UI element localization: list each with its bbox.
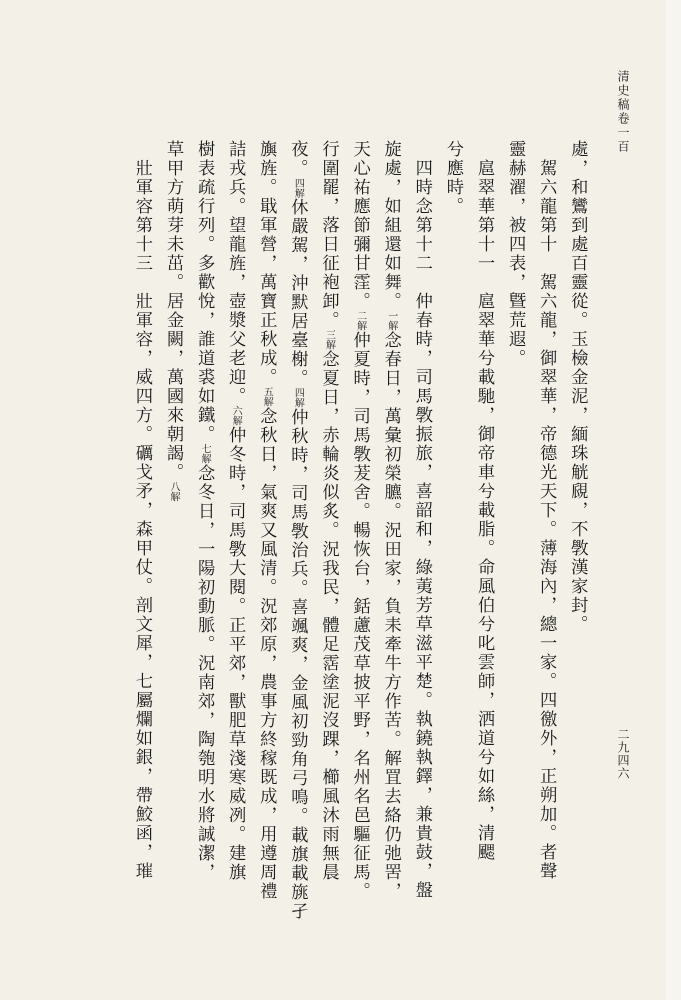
text-segment: 扈翠華第十一 扈翠華兮載馳，御帝車兮載脂。命風伯兮叱雲師，洒道兮如絲，清颸 — [473, 140, 494, 862]
verse-section-marker: 六解 — [230, 405, 242, 426]
text-segment: 念春日，萬彙初榮臕。況田家，負耒牽牛方作苦。解罝去絡仍弛罟， — [380, 330, 401, 901]
text-segment: 仲秋時，司馬斆治兵。喜颯爽，金風初勁角弓鳴。載旗載旐孑 — [287, 407, 308, 921]
text-segment: 詰戎兵。望龍旌，壺漿父老迎。 — [225, 140, 246, 406]
text-column — [225, 140, 246, 882]
page-number: 二九四六 — [616, 728, 630, 780]
text-segment: 兮應時。 — [442, 140, 463, 216]
text-segment: 天心祐應節彌甘霔。 — [349, 140, 370, 311]
text-column — [287, 140, 308, 921]
text-segment: 仲夏時，司馬斆茇舍。暢恢台，銛藘茂草披平野，名州名邑驅征馬。 — [349, 330, 370, 901]
text-column — [567, 140, 588, 634]
verse-section-marker: 三解 — [323, 329, 335, 350]
text-segment: 處，和鸞到處百靈從。玉檢金泥，緬珠觥覛，不斆漢家封。 — [567, 140, 588, 634]
text-segment: 旟旌。戢軍營，萬寶正秋成。 — [256, 140, 277, 387]
text-segment: 休嚴駕，沖默居臺榭。 — [287, 197, 308, 388]
running-header-title: 清史稿卷一百 — [616, 70, 630, 154]
text-column — [349, 140, 370, 901]
text-segment: 四時念第十二 仲春時，司馬斆振旅，喜韶和，綠荑芳草滋平楚。執鐃執鐸，兼貴鼓，盤 — [411, 140, 432, 900]
text-segment: 夜。 — [287, 140, 308, 178]
text-segment: 靈赫濯，被四表，曁荒遐。 — [505, 140, 526, 368]
verse-section-marker: 八解 — [167, 481, 179, 502]
text-segment: 念冬日，一陽初動脈。況南郊，陶匏明水將誠潔， — [194, 463, 215, 882]
text-segment: 念秋日，氣爽又風清。況郊原，農事方終稼既成，用遵周禮 — [256, 406, 277, 901]
text-column — [444, 140, 461, 216]
text-column — [380, 140, 401, 901]
verse-section-marker: 二解 — [354, 310, 366, 331]
text-column — [256, 140, 277, 901]
page-edge — [666, 0, 681, 1000]
text-segment: 壯軍容第十三 壯軍容，威四方。礪戈矛，森甲仗。剖文犀，七屬爛如銀，帶鮫函，璀 — [131, 140, 152, 881]
text-column — [505, 140, 526, 368]
text-column — [413, 140, 430, 900]
verse-section-marker: 一解 — [385, 310, 397, 331]
text-column — [318, 140, 339, 882]
text-segment: 行圍罷，落日征袍卸。 — [318, 140, 339, 330]
text-segment: 念夏日，赤輪炎似炙。況我民，體足霑塗泥沒踝，櫛風沐雨無晨 — [318, 349, 339, 882]
verse-section-marker: 四解 — [292, 387, 304, 408]
text-column — [164, 140, 181, 502]
text-segment: 駕六龍第十 駕六龍，御翠華，帝德光天下。薄海內，總一家。四徼外，正朔加。者聲 — [536, 140, 557, 881]
text-column — [194, 140, 215, 882]
text-segment: 旋處，如組還如舞。 — [380, 140, 401, 311]
text-column — [536, 140, 557, 881]
text-segment: 草甲方萌芽未茁。居金闕，萬國來朝謁。 — [162, 140, 183, 482]
text-segment: 樹表疏行列。多歡悅，誰道裘如鐵。 — [194, 140, 215, 444]
text-column — [133, 140, 150, 881]
text-segment: 仲冬時，司馬斆大閱。正平郊，獸肥草淺寒威冽。建旗 — [225, 425, 246, 882]
verse-section-marker: 七解 — [199, 443, 211, 464]
verse-section-marker: 五解 — [261, 386, 273, 407]
verse-section-marker: 四解 — [292, 177, 304, 198]
text-column — [475, 140, 492, 862]
